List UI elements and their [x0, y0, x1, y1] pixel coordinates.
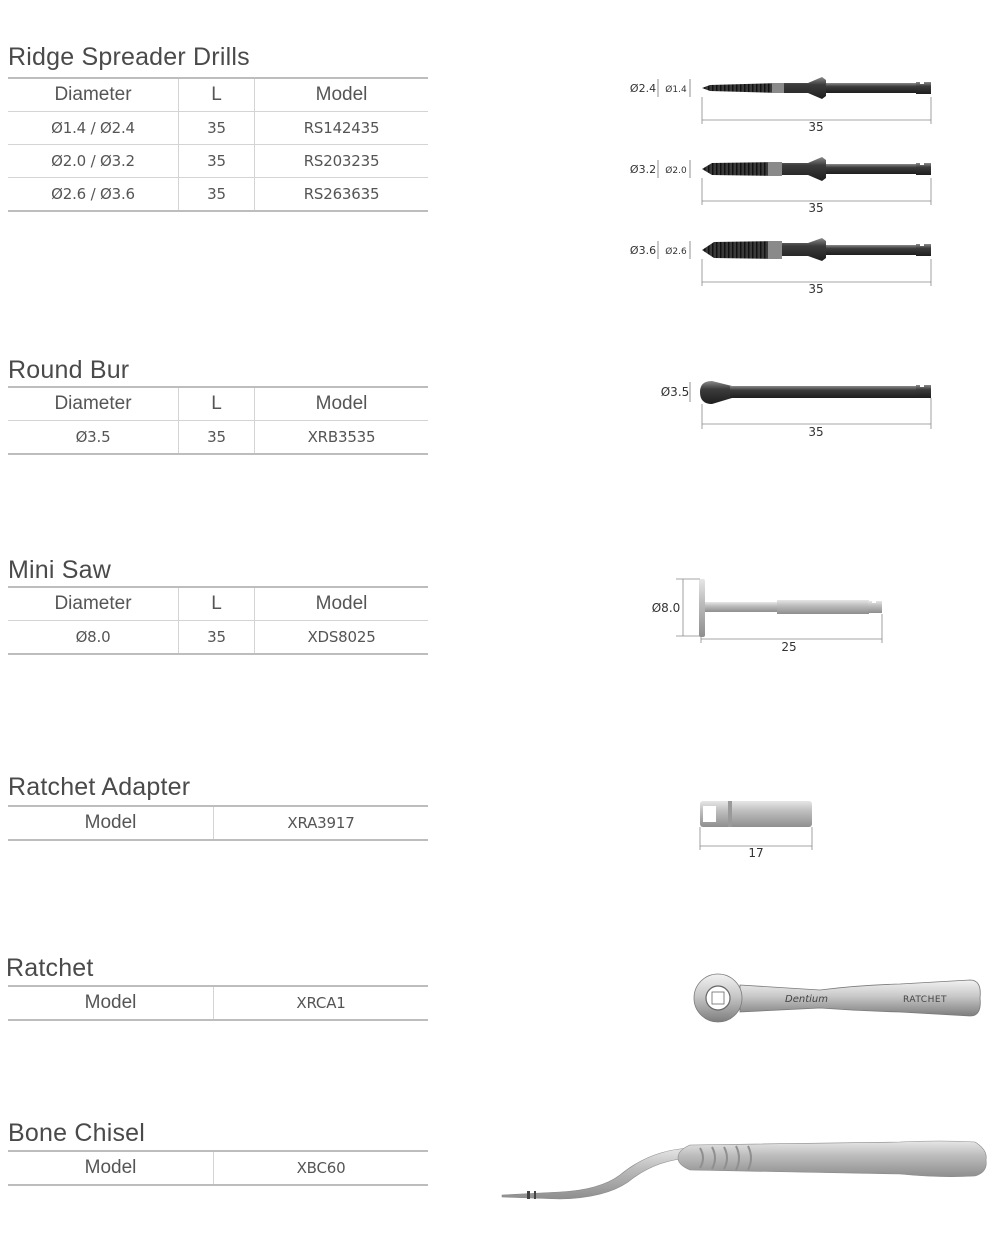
row-header-model: Model — [8, 806, 214, 840]
row-header-model: Model — [8, 986, 214, 1020]
bone-chisel-illustration — [502, 1141, 986, 1199]
ratchet-illustration — [694, 974, 980, 1022]
mini-saw-illustration — [652, 579, 882, 654]
mini-saw-diameter: Ø8.0 — [651, 601, 681, 615]
section-title-ridge-spreader-drills: Ridge Spreader Drills — [8, 43, 250, 71]
col-header-model: Model — [255, 78, 429, 112]
cell-model: RS203235 — [255, 145, 429, 178]
section-title-mini-saw: Mini Saw — [8, 556, 112, 584]
cell-model: RS142435 — [255, 112, 429, 145]
drill-2-outer-diameter: Ø3.2 — [629, 163, 657, 176]
cell-length: 35 — [179, 112, 255, 145]
col-header-length: L — [179, 387, 255, 421]
section-title-bone-chisel: Bone Chisel — [8, 1119, 146, 1147]
section-title-round-bur: Round Bur — [8, 356, 130, 384]
round-bur-length: 35 — [808, 425, 824, 439]
drill-illustration-1 — [630, 77, 931, 134]
drill-3-outer-diameter: Ø3.6 — [629, 244, 657, 257]
cell-model: XDS8025 — [255, 621, 429, 655]
col-header-length: L — [179, 78, 255, 112]
section-title-ratchet-adapter: Ratchet Adapter — [8, 773, 191, 801]
mini-saw-length: 25 — [781, 640, 797, 654]
col-header-diameter: Diameter — [8, 587, 179, 621]
section-title-ratchet: Ratchet — [6, 954, 94, 982]
drill-illustration-3 — [630, 238, 931, 296]
col-header-diameter: Diameter — [8, 78, 179, 112]
round-bur-illustration — [661, 381, 931, 439]
cell-model: RS263635 — [255, 178, 429, 212]
col-header-length: L — [179, 587, 255, 621]
row-header-model: Model — [8, 1151, 214, 1185]
cell-length: 35 — [179, 621, 255, 655]
col-header-diameter: Diameter — [8, 387, 179, 421]
cell-length: 35 — [179, 421, 255, 455]
ratchet-adapter-illustration — [700, 801, 812, 860]
drill-3-inner-diameter: Ø2.6 — [665, 247, 687, 257]
drill-2-length: 35 — [808, 201, 824, 215]
drill-2-inner-diameter: Ø2.0 — [665, 166, 687, 176]
cell-length: 35 — [179, 145, 255, 178]
col-header-model: Model — [255, 587, 429, 621]
cell-diameter: Ø2.0 / Ø3.2 — [8, 145, 179, 178]
ratchet-label-engraving: RATCHET — [902, 995, 948, 1005]
drill-1-length: 35 — [808, 120, 824, 134]
ratchet-adapter-length: 17 — [748, 846, 764, 860]
col-header-model: Model — [255, 387, 429, 421]
cell-model: XRA3917 — [214, 806, 429, 840]
cell-length: 35 — [179, 178, 255, 212]
cell-diameter: Ø1.4 / Ø2.4 — [8, 112, 179, 145]
cell-diameter: Ø2.6 / Ø3.6 — [8, 178, 179, 212]
drill-3-length: 35 — [808, 282, 824, 296]
ratchet-brand-engraving: Dentium — [785, 994, 828, 1005]
drill-1-outer-diameter: Ø2.4 — [629, 82, 657, 95]
cell-diameter: Ø8.0 — [8, 621, 179, 655]
cell-model: XRB3535 — [255, 421, 429, 455]
round-bur-diameter: Ø3.5 — [660, 385, 690, 399]
drill-1-inner-diameter: Ø1.4 — [665, 85, 687, 95]
cell-model: XRCA1 — [214, 986, 429, 1020]
cell-diameter: Ø3.5 — [8, 421, 179, 455]
cell-model: XBC60 — [214, 1151, 429, 1185]
drill-illustration-2 — [630, 157, 931, 215]
